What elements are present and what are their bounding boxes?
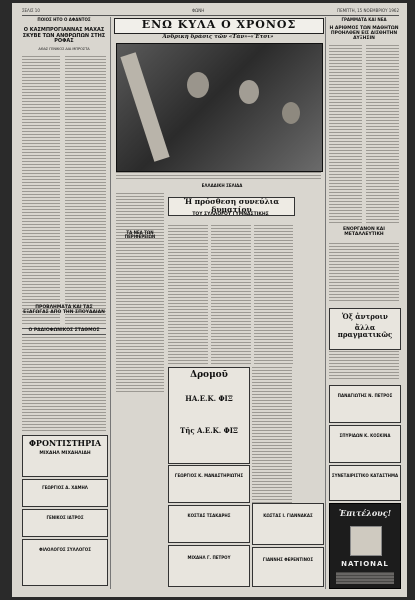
newspaper-name: ΦΩΝΗ bbox=[192, 8, 205, 13]
text-column bbox=[65, 56, 106, 326]
radio-program-listing bbox=[22, 337, 106, 433]
meeting-headline: Ἡ πρόσθεση συνεύλια δυματίου bbox=[168, 197, 295, 216]
meeting-subheadline: ΤΟΥ ΣΥΛΛΟΓΟΥ ΓΥΜΝΑΣΤΙΚΗΣ bbox=[192, 212, 269, 217]
ad-lawyer: ΚΩΣΤΑΣ Ι. ΓΙΑΝΝΑΚΑΣ bbox=[252, 503, 324, 545]
photo-face bbox=[187, 72, 209, 98]
left-article-title-2: ΠΡΟΒΛΗΜΑΤΑ ΚΑΙ ΤΑΣ ΕΞΑΓΩΓΑΣ ΑΠΟ ΤΗΝ ΣΠΟΥΔΑΙΑΝ bbox=[23, 305, 105, 315]
main-subheadline: Ἀνδρικὴ δράσις τῶν «Τὰν»-«Ἔτσι» bbox=[162, 34, 274, 40]
ad-company-3: ΣΥΝΕΤΑΙΡΙΣΤΙΚΟ ΚΑΤΑΣΤΗΜΑ bbox=[329, 465, 401, 501]
photo-face bbox=[239, 80, 259, 104]
issue-date: ΠΕΜΠΤΗ, 15 ΝΟΕΜΒΡΙΟΥ 1962 bbox=[337, 8, 399, 13]
text-column bbox=[22, 56, 60, 326]
ad-doctor-3: ΦΙΛΟΛΟΓΟΣ ΣΥΛΛΟΓΟΣ bbox=[22, 539, 108, 586]
ad-lab: ΜΙΧΑΗΛ Γ. ΠΕΤΡΟΥ bbox=[168, 545, 250, 587]
ad-race-results: Δρομοῦ ΗΑ.Ε.Κ. ΦΙΞ Τῆς Α.Ε.Κ. ΦΙΞ bbox=[168, 367, 250, 464]
radio-section-title: Ο ΡΑΔΙΟΦΩΝΙΚΟΣ ΣΤΑΘΜΟΣ bbox=[22, 328, 106, 335]
left-article-byline: ΑΘΑΣ ΓΕΝΙΚΟΣ ΔΙΑ ΜΠΡΟΣΤΑ bbox=[38, 47, 90, 51]
text-column bbox=[366, 45, 399, 225]
ad-tutoring-school: ΦΡΟΝΤΙΣΤΗΡΙΑ ΜΙΧΑΗΛ ΜΙΧΑΗΛΙΔΗ bbox=[22, 435, 108, 477]
ad-national-text bbox=[336, 572, 394, 584]
weightlifters-photo bbox=[116, 43, 323, 172]
text-column bbox=[211, 225, 251, 365]
ad-company-2: ΣΠΥΡΙΔΩΝ Κ. ΚΟΣΚΙΝΑ bbox=[329, 425, 401, 463]
main-headline: ΕΝΩ ΚΥΛΑ Ο ΧΡΟΝΟΣ bbox=[114, 18, 324, 34]
ad-company-1: ΠΑΝΑΓΙΩΤΗΣ Ν. ΠΕΤΡΟΣ bbox=[329, 385, 401, 423]
left-kicker: ΠΟΙΟΣ ΗΤΟ Ο ΑΦΑΝΤΟΣ bbox=[37, 17, 91, 22]
ad-doctor-2: ΓΕΝΙΚΟΣ ΙΑΤΡΟΣ bbox=[22, 509, 108, 537]
column-divider bbox=[325, 17, 326, 589]
photo-barbell bbox=[120, 52, 169, 162]
text-column bbox=[254, 225, 293, 365]
right-article-title-2: ΕΝΟΡΓΑΝΟΝ ΚΑΙ ΜΕΤΑΛΛΕΥΤΙΚΗ bbox=[343, 227, 385, 237]
left-article-title: Ο ΚΑΣΜΠΡΟΓΙΑΝΝΑΣ ΜΑΧΑΣ ΣΚΥΒΕ ΤΩΝ ΑΝΘΡΩΠΩΝ ΣΤΗΣ ΡΟΦΑΣ bbox=[22, 27, 106, 44]
ad-merchant: ΓΕΩΡΓΙΟΣ Κ. ΜΑΝΑΣΤΗΡΙΩΤΗΣ bbox=[168, 465, 250, 503]
text-column bbox=[329, 351, 399, 381]
text-column bbox=[168, 225, 208, 365]
text-column bbox=[252, 367, 292, 507]
right-kicker: ΓΡΑΜΜΑΤΑ ΚΑΙ ΝΕΑ bbox=[341, 17, 387, 22]
ad-tailor: ΓΙΑΝΝΗΣ ΦΕΡΕΝΤΙΝΟΣ bbox=[252, 547, 324, 587]
photo-face bbox=[282, 102, 300, 124]
text-column bbox=[116, 193, 164, 393]
cash-register-image bbox=[350, 526, 382, 556]
page-number: ΣΕΛΙΣ 10 bbox=[22, 8, 40, 13]
page-header bbox=[22, 7, 399, 15]
ad-national: Ἐπιτέλους! NATIONAL bbox=[329, 503, 401, 589]
ad-shop: ΚΟΣΤΑΣ ΤΣΑΚΑΡΗΣ bbox=[168, 505, 250, 543]
sports-kicker: ΕΛΛΑΔΙΚΗ ΣΕΛΙΔΑ bbox=[201, 183, 243, 188]
ad-lottery: Ὁξ ἀντροιν ἄλλα πραγματικῶς bbox=[329, 308, 401, 350]
side-article-title: ΤΑ ΝΕΑ ΤΩΝ ΠΕΡΙΦΕΡΕΙΩΝ bbox=[124, 230, 156, 240]
text-column bbox=[329, 45, 362, 225]
ad-doctor-1: ΓΕΩΡΓΙΟΣ Α. ΧΑΜΗΛ bbox=[22, 479, 108, 507]
header-rule bbox=[22, 15, 399, 16]
photo-caption bbox=[116, 172, 321, 181]
text-column bbox=[329, 243, 399, 303]
right-article-title: Η ΑΡΙΘΜΟΣ ΤΩΝ ΜΑΘΗΤΩΝ ΠΡΟΗΛΘΕΝ ΕΙΣ ΑΙΣΘΗΤΗΝ ΑΥΞΗΣΙΝ bbox=[329, 26, 399, 41]
newspaper-page bbox=[12, 3, 407, 597]
column-divider bbox=[110, 17, 111, 589]
